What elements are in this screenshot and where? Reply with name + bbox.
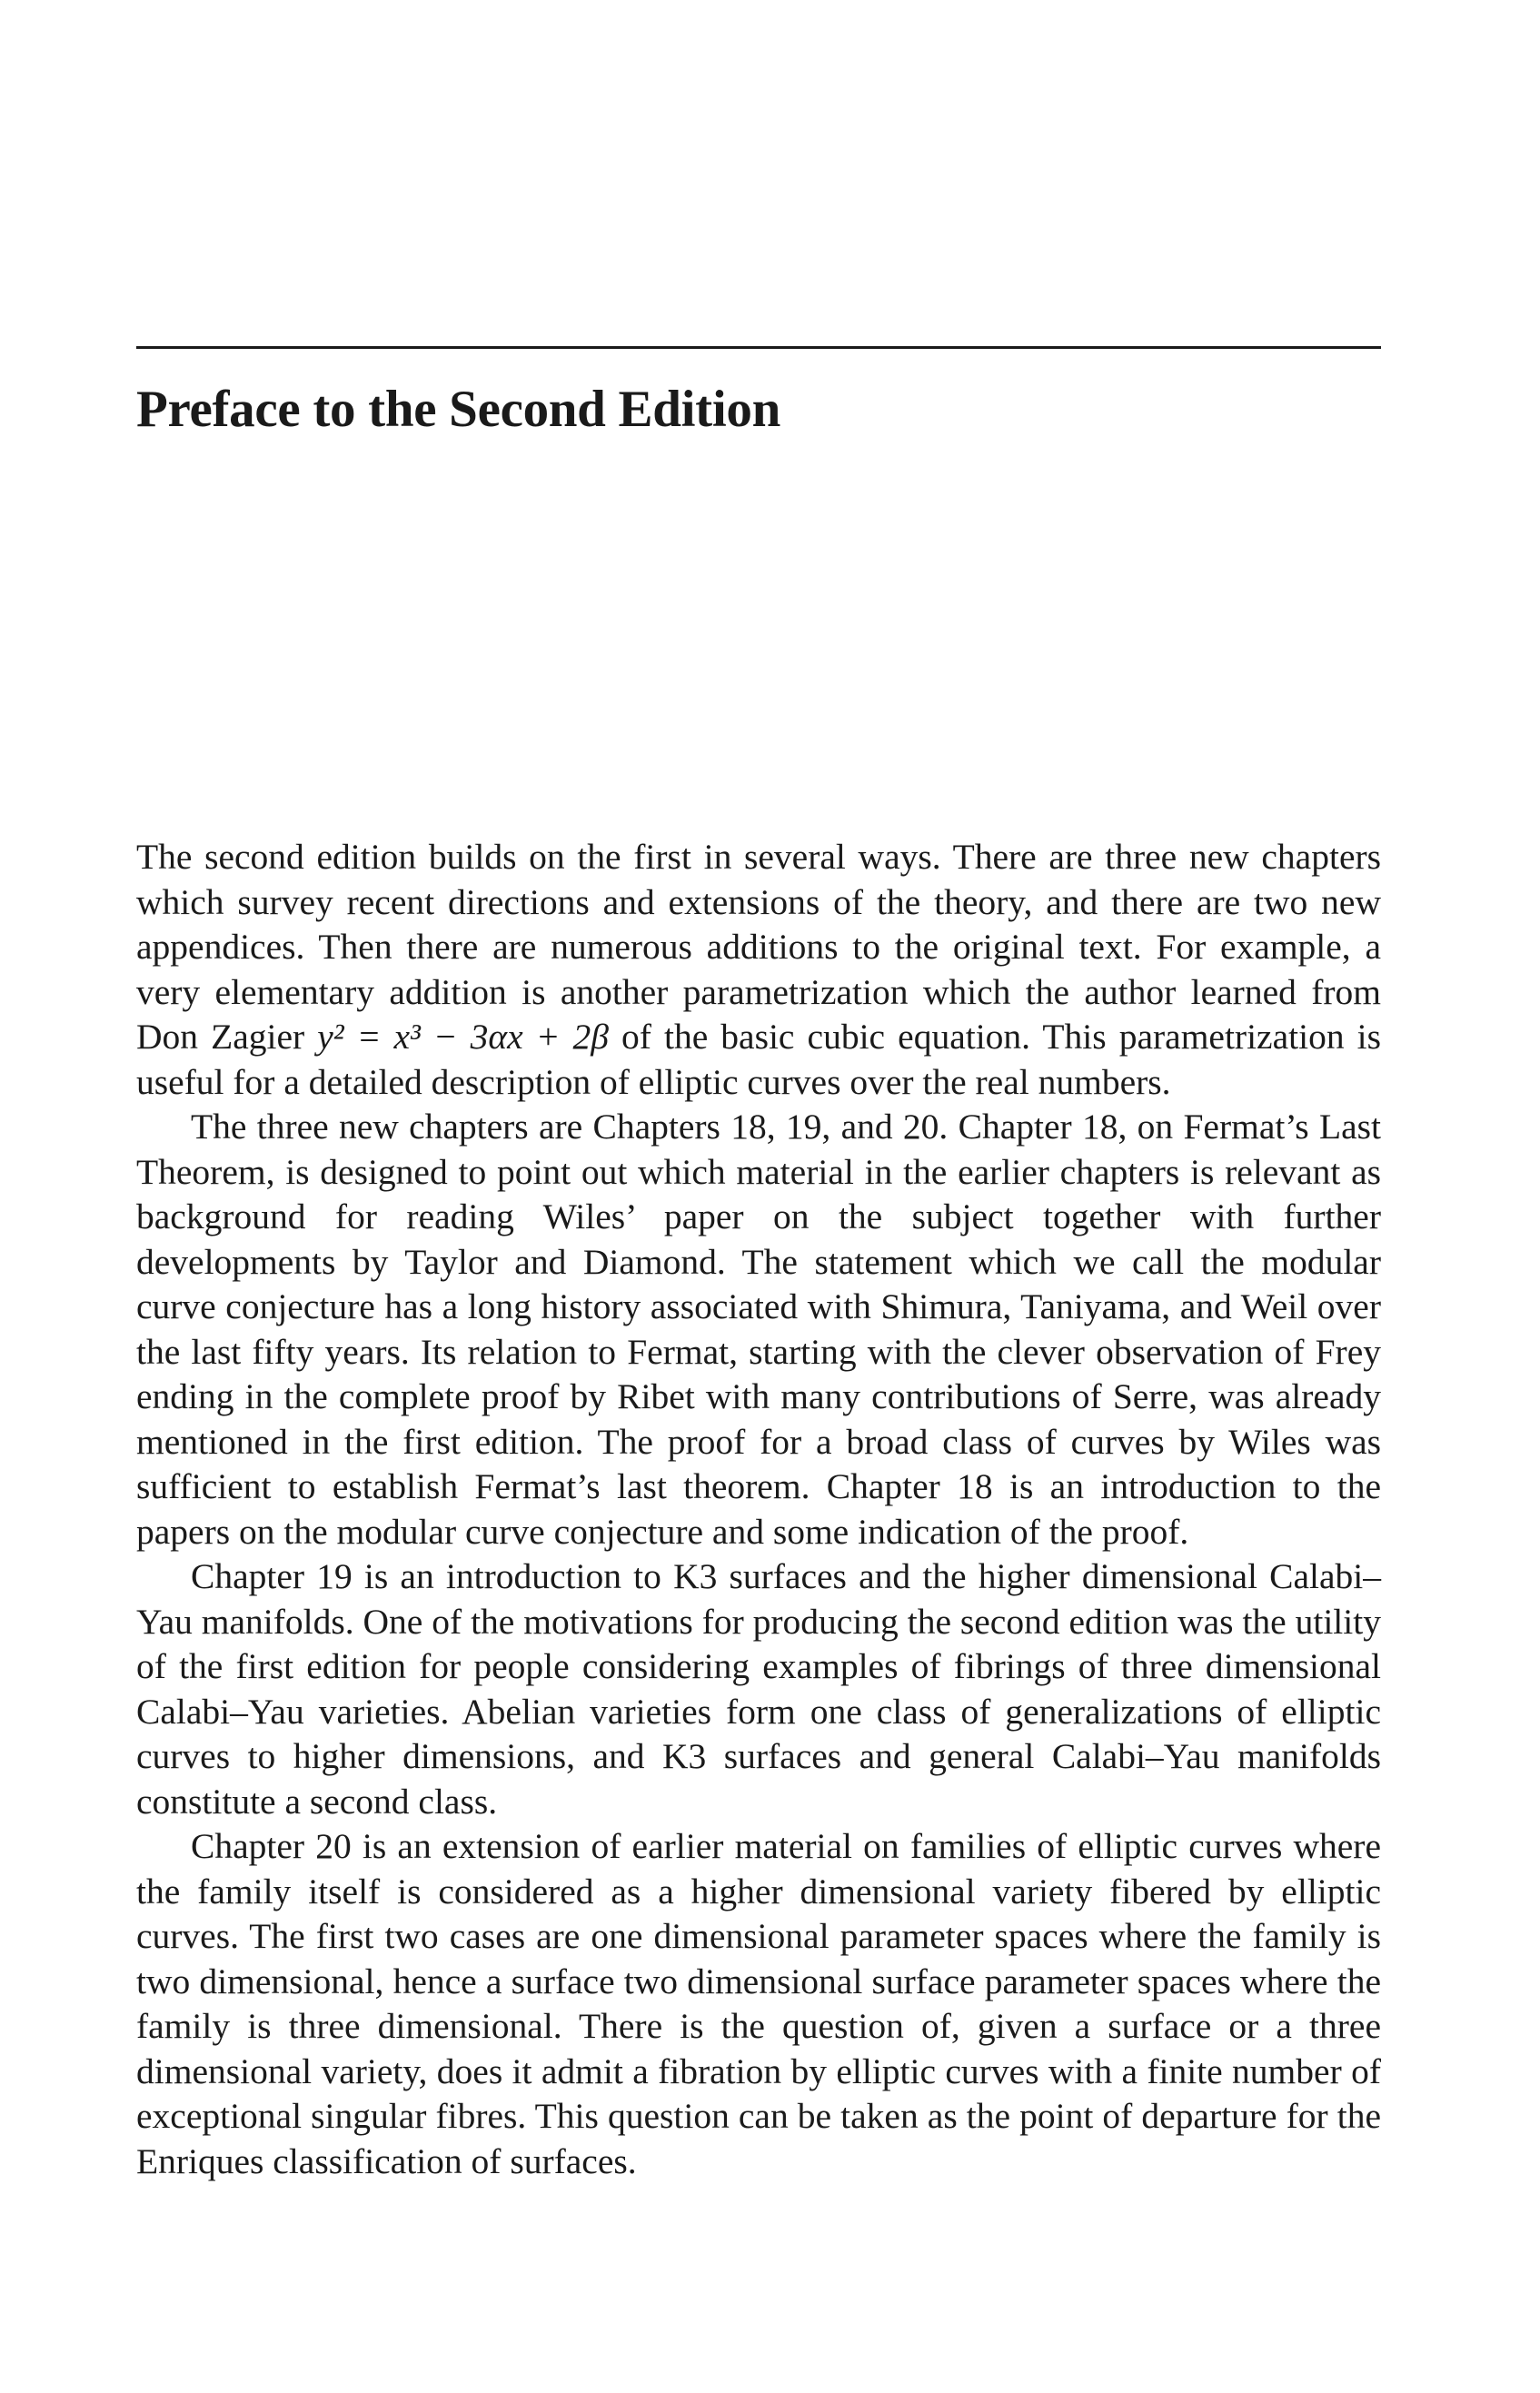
page-title: Preface to the Second Edition	[136, 381, 781, 438]
cubic-equation: y² = x³ − 3αx + 2β	[317, 1017, 609, 1057]
paragraph-1	[136, 835, 1381, 1105]
paragraph-4: Chapter 20 is an extension of earlier material on families of elliptic curves where the family itself is considered as a higher dimensional variety fibered by elliptic curves. The first two cases are one dimensional parameter spaces where the family is two dimensional, hence a surface two dimensional surface parameter spaces where the family is three dimensional. There is the question of, given a surface or a three dimensional variety, does it admit a fibration by elliptic curves with a finite number of exceptional singular fibres. This question can be taken as the point of departure for the Enriques classification of surfaces.	[136, 1826, 1381, 2181]
paragraph-3: Chapter 19 is an introduction to K3 surfaces and the higher dimensional Calabi–Yau manifolds. One of the motivations for producing the second edition was the utility of the first edition for people considering examples of fibrings of three dimensional Calabi–Yau varieties. Abelian varieties form one class of generalizations of elliptic curves to higher dimensions, and K3 surfaces and general Calabi–Yau manifolds constitute a second class.	[136, 1556, 1381, 1822]
title-rule	[136, 346, 1381, 349]
preface-body	[136, 835, 1381, 2184]
paragraph-2: The three new chapters are Chapters 18, 19, and 20. Chapter 18, on Fermat’s Last Theorem, is designed to point out which material in the earlier chapters is relevant as background for reading Wiles’ paper on the subject together with further developments by Taylor and Diamond. The statement which we call the modular curve conjecture has a long history associated with Shimura, Taniyama, and Weil over the last fifty years. Its relation to Fermat, starting with the clever observation of Frey ending in the complete proof by Ribet with many contributions of Serre, was already mentioned in the first edition. The proof for a broad class of curves by Wiles was sufficient to establish Fermat’s last theorem. Chapter 18 is an introduction to the papers on the modular curve conjecture and some indication of the proof.	[136, 1107, 1381, 1552]
paragraph-1-lead: The second edition builds on the first in several ways. There are three new chapters which survey recent directions and extensions of the theory, and there are two new appendices. Then there are numerous additions to the original text. For example, a very elementary addition is another parametrization which the author learned from Don Zagier	[136, 837, 1381, 1057]
paragraph-1-tail: of the basic cubic equation. This parametrization is useful for a detailed description of elliptic curves over the real numbers.	[136, 1017, 1381, 1102]
